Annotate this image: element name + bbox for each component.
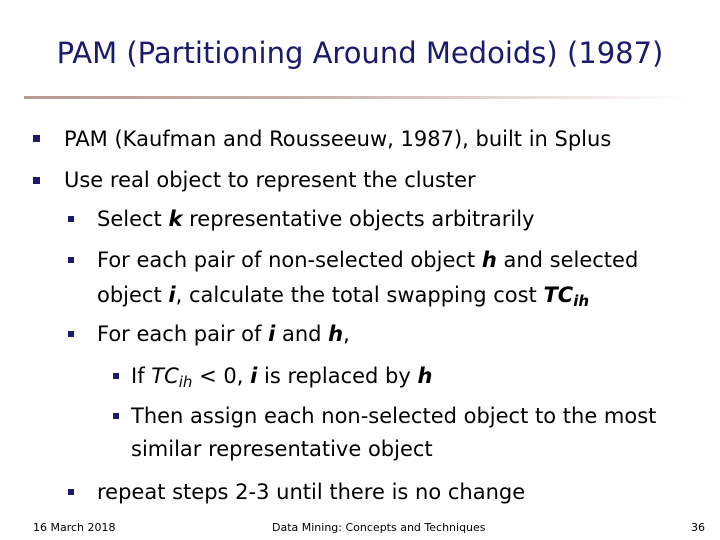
text-run: < 0, bbox=[192, 364, 251, 388]
text-run: representative objects arbitrarily bbox=[182, 207, 535, 231]
bullet-text bbox=[64, 167, 476, 193]
bullet-text bbox=[97, 206, 534, 232]
bullet-text bbox=[64, 126, 611, 152]
variable-h: h bbox=[328, 322, 344, 346]
bullet-text bbox=[131, 403, 656, 429]
bullet-text bbox=[131, 363, 432, 395]
text-run: , bbox=[343, 322, 350, 346]
variable-tc: TC bbox=[543, 283, 574, 307]
variable-i: i bbox=[268, 322, 276, 346]
subscript-ih: ih bbox=[573, 292, 590, 310]
variable-k: k bbox=[168, 207, 183, 231]
footer-course: Data Mining: Concepts and Techniques bbox=[272, 521, 486, 534]
bullet-text-content: repeat steps 2-3 until there is no change bbox=[97, 480, 526, 504]
text-run: similar representative object bbox=[131, 437, 433, 461]
bullet-text-continued bbox=[131, 436, 433, 462]
variable-i: i bbox=[250, 364, 258, 388]
variable-h: h bbox=[481, 248, 497, 272]
bullet-marker bbox=[33, 177, 40, 184]
bullet-marker bbox=[68, 489, 74, 495]
text-run: For each pair of non-selected object bbox=[97, 248, 482, 272]
bullet-text bbox=[97, 247, 638, 273]
text-run: Select bbox=[97, 207, 169, 231]
text-run: is replaced by bbox=[257, 364, 418, 388]
variable-h: h bbox=[417, 364, 433, 388]
bullet-text bbox=[97, 321, 350, 347]
text-run: and bbox=[275, 322, 329, 346]
bullet-marker bbox=[68, 257, 74, 263]
footer-page-number: 36 bbox=[691, 521, 705, 534]
bullet-marker bbox=[113, 413, 119, 419]
slide-title: PAM (Partitioning Around Medoids) (1987) bbox=[56, 36, 664, 70]
text-run: and selected bbox=[496, 248, 639, 272]
text-run: Then assign each non-selected object to the most bbox=[131, 404, 657, 428]
text-run: For each pair of bbox=[97, 322, 269, 346]
footer-date: 16 March 2018 bbox=[33, 521, 116, 534]
subscript-ih: ih bbox=[178, 373, 193, 391]
text-run: If bbox=[131, 364, 152, 388]
bullet-text bbox=[97, 479, 525, 505]
text-run: , calculate the total swapping cost bbox=[175, 283, 544, 307]
bullet-marker bbox=[68, 216, 74, 222]
variable-i: i bbox=[168, 283, 176, 307]
text-run: object bbox=[97, 283, 169, 307]
bullet-text-content: Use real object to represent the cluster bbox=[64, 168, 476, 192]
bullet-marker bbox=[33, 135, 40, 142]
bullet-text-continued bbox=[97, 282, 589, 314]
bullet-marker bbox=[68, 331, 74, 337]
bullet-marker bbox=[113, 373, 119, 379]
bullet-text-content: PAM (Kaufman and Rousseeuw, 1987), built in Splus bbox=[64, 127, 612, 151]
variable-tc: TC bbox=[151, 364, 179, 388]
title-divider bbox=[24, 96, 686, 99]
